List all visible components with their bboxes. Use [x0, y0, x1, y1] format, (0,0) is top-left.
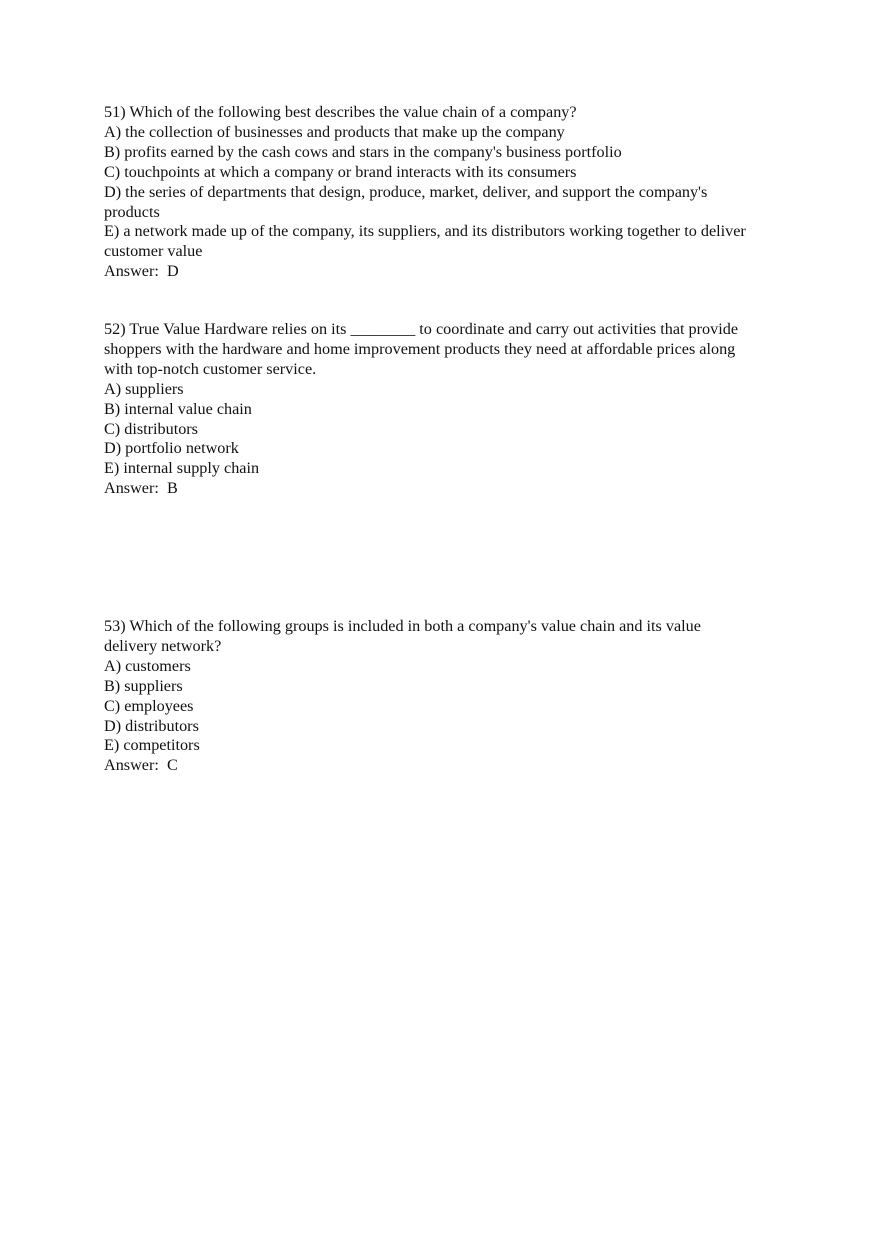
option-c: C) distributors — [104, 419, 198, 438]
option-b: B) internal value chain — [104, 399, 252, 418]
answer: Answer: D — [104, 262, 179, 281]
answer: Answer: B — [104, 479, 178, 498]
option-d: D) portfolio network — [104, 439, 239, 458]
option-e: E) competitors — [104, 736, 200, 755]
question-stem: 53) Which of the following groups is included in both a company's value chain and its value delivery network? — [104, 617, 705, 655]
option-b: B) suppliers — [104, 676, 183, 695]
option-e: E) internal supply chain — [104, 459, 260, 478]
option-d: D) the series of departments that design, produce, market, deliver, and support the company's products — [104, 182, 712, 221]
option-b: B) profits earned by the cash cows and stars in the company's business portfolio — [104, 142, 622, 161]
question-52 — [104, 320, 754, 499]
option-c: C) employees — [104, 696, 194, 715]
option-a: A) customers — [104, 656, 191, 675]
question-stem: 51) Which of the following best describes the value chain of a company? — [104, 103, 577, 121]
question-51 — [104, 103, 754, 282]
option-d: D) distributors — [104, 716, 199, 735]
option-a: A) the collection of businesses and products that make up the company — [104, 122, 565, 141]
question-53 — [104, 617, 754, 776]
option-c: C) touchpoints at which a company or brand interacts with its consumers — [104, 162, 577, 181]
answer: Answer: C — [104, 756, 178, 775]
option-e: E) a network made up of the company, its suppliers, and its distributors working together to deliver customer value — [104, 222, 750, 261]
question-stem: 52) True Value Hardware relies on its ________ to coordinate and carry out activities that provide shoppers with the hardware and home improvement products they need at affordable prices along with top-notch customer service. — [104, 320, 743, 378]
option-a: A) suppliers — [104, 379, 184, 398]
